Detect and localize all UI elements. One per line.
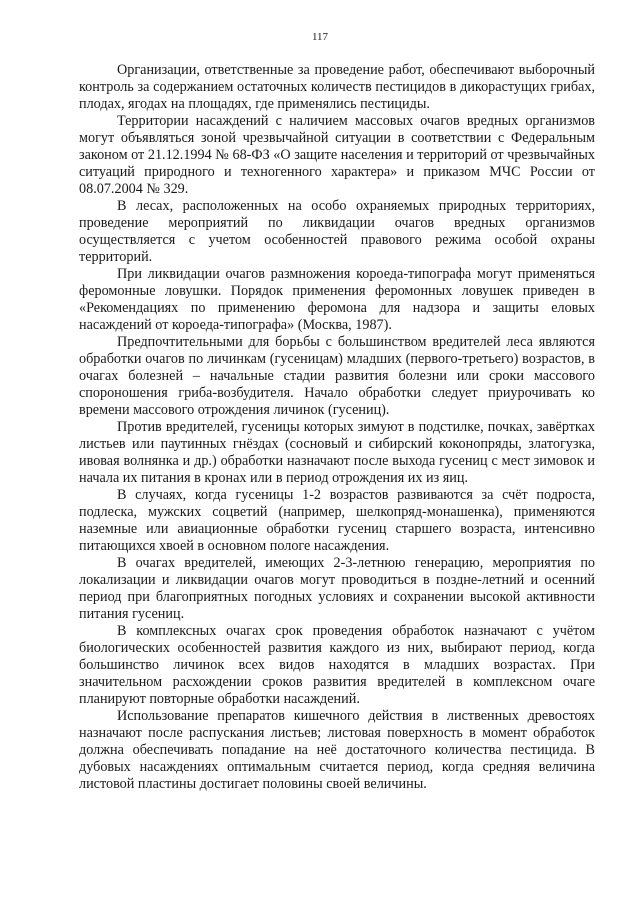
body-text	[79, 62, 595, 793]
paragraph-1: Организации, ответственные за проведение работ, обеспечивают выборочный контроль за содержанием остаточных количеств пестицидов в дикорастущих грибах, плодах, ягодах на площадях, где применялись пестициды.	[79, 62, 595, 112]
paragraph-7: В случаях, когда гусеницы 1-2 возрастов развиваются за счёт подроста, подлеска, мужских соцветий (например, шелкопряд-монашенка), применяются наземные или авиационные обработки гусениц старшего возраста, интенсивно питающихся хвоей в основном пологе насаждения.	[79, 487, 595, 554]
paragraph-3: В лесах, расположенных на особо охраняемых природных территориях, проведение мероприятий по ликвидации очагов вредных организмов осуществляется с учетом особенностей правового режима особой охраны территорий.	[79, 198, 595, 265]
paragraph-9: В комплексных очагах срок проведения обработок назначают с учётом биологических особенностей развития каждого из них, выбирают период, когда большинство личинок всех видов находятся в младших возрастах. При значительном расхождении сроков развития вредителей в комплексном очаге планируют повторные обработки насаждений.	[79, 623, 595, 707]
paragraph-6: Против вредителей, гусеницы которых зимуют в подстилке, почках, завёртках листьев или паутинных гнёздах (сосновый и сибирский коконопряды, златогузка, ивовая волнянка и др.) обработки назначают после выхода гусениц с мест зимовок и начала их питания в кронах или в период отрождения их из яиц.	[79, 419, 595, 486]
paragraph-4: При ликвидации очагов размножения короеда-типографа могут применяться феромонные ловушки. Порядок применения феромонных ловушек приведен в «Рекомендациях по применению феромона для надзора и защиты еловых насаждений от короеда-типографа» (Москва, 1987).	[79, 266, 595, 333]
paragraph-5: Предпочтительными для борьбы с большинством вредителей леса являются обработки очагов по личинкам (гусеницам) младших (первого-третьего) возрастов, в очагах болезней – начальные стадии развития болезни или сроки массового спороношения гриба-возбудителя. Начало обработки следует приурочивать ко времени массового отрождения личинок (гусениц).	[79, 334, 595, 418]
paragraph-8: В очагах вредителей, имеющих 2-3-летнюю генерацию, мероприятия по локализации и ликвидации очагов могут проводиться в поздне-летний и осенний период при благоприятных погодных условиях и сохранении высокой активности питания гусениц.	[79, 555, 595, 622]
page-number: 117	[311, 31, 329, 43]
paragraph-10: Использование препаратов кишечного действия в лиственных древостоях назначают после распускания листьев; листовая поверхность в момент обработок должна обеспечивать попадание на неё достаточного количества пестицида. В дубовых насаждениях оптимальным считается период, когда средняя величина листовой пластины достигает половины своей величины.	[79, 708, 595, 792]
paragraph-2: Территории насаждений с наличием массовых очагов вредных организмов могут объявляться зоной чрезвычайной ситуации в соответствии с Федеральным законом от 21.12.1994 № 68-ФЗ «О защите населения и территорий от чрезвычайных ситуаций природного и техногенного характера» и приказом МЧС России от 08.07.2004 № 329.	[79, 113, 595, 197]
